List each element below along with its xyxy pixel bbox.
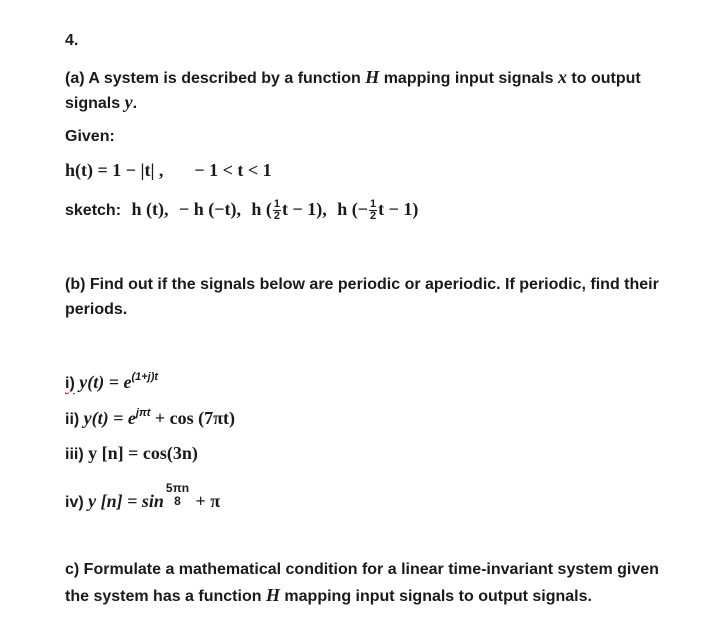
item-ii-rest: + cos (7πt) [154,408,236,428]
frac-den: 2 [370,210,377,223]
part-b-line-2: periods. [65,301,128,318]
sketch-h-half-a: h ( [251,199,272,219]
part-a-text-to: to output [571,70,641,87]
h-definition [65,160,272,181]
part-a-line-1 [65,67,641,88]
sketch-h-t: h (t), [131,199,169,219]
item-i-exponent: (1+j)t [131,371,159,383]
fraction-half-2 [369,199,377,222]
item-ii-label: ii) [65,411,80,428]
item-iv [65,482,220,512]
item-i-eq: y(t) = e [79,372,132,392]
part-c-text-a: the system has a function [65,588,262,605]
period-mark: . [132,95,138,112]
frac-num: 1 [273,198,281,211]
sketch-line [65,199,418,222]
item-iv-eq: y [n] = sin [88,491,164,511]
sketch-h-neg-half-b: t − 1) [378,199,419,219]
part-c-line-2 [65,585,592,606]
symbol-H: H [365,67,380,87]
item-iii-eq: y [n] = cos(3n) [88,443,198,463]
part-b-line-1: (b) Find out if the signals below are periodic or aperiodic. If periodic, find their [65,276,659,293]
fraction-half-1 [273,199,281,222]
part-c-line-1: c) Formulate a mathematical condition for a linear time-invariant system given [65,561,659,578]
item-ii-eq: y(t) = e [83,408,136,428]
question-number: 4. [65,32,79,49]
part-a-line-2 [65,92,137,113]
sketch-h-neg-half-a: h (− [337,199,369,219]
item-ii-exponent: jπt [135,407,151,419]
item-ii [65,407,235,429]
item-iv-rest: + π [195,491,221,511]
item-iii-label: iii) [65,446,84,463]
symbol-x: x [557,67,567,87]
sketch-h-half-b: t − 1), [282,199,327,219]
item-iv-label: iv) [65,494,84,511]
part-a-text: (a) A system is described by a function [65,70,361,87]
iv-num: 5πn [165,481,190,495]
symbol-H-c: H [265,585,280,605]
item-iv-fraction [165,482,190,508]
given-label: Given: [65,128,115,145]
item-iii [65,443,198,464]
frac-den: 2 [273,210,281,223]
item-i-label: i) [65,375,75,392]
item-i [65,371,158,393]
frac-num: 1 [370,198,377,211]
part-c-text-b: mapping input signals to output signals. [284,588,592,605]
iv-den: 8 [174,494,181,508]
sketch-label: sketch: [65,202,122,219]
h-equation: h(t) = 1 − |t| , [65,160,164,180]
part-a-text-mid: mapping input signals [383,70,554,87]
symbol-y: y [124,92,133,112]
part-a-signals: signals [65,95,121,112]
sketch-neg-h: − h (−t), [178,199,241,219]
h-condition: − 1 < t < 1 [194,160,272,180]
